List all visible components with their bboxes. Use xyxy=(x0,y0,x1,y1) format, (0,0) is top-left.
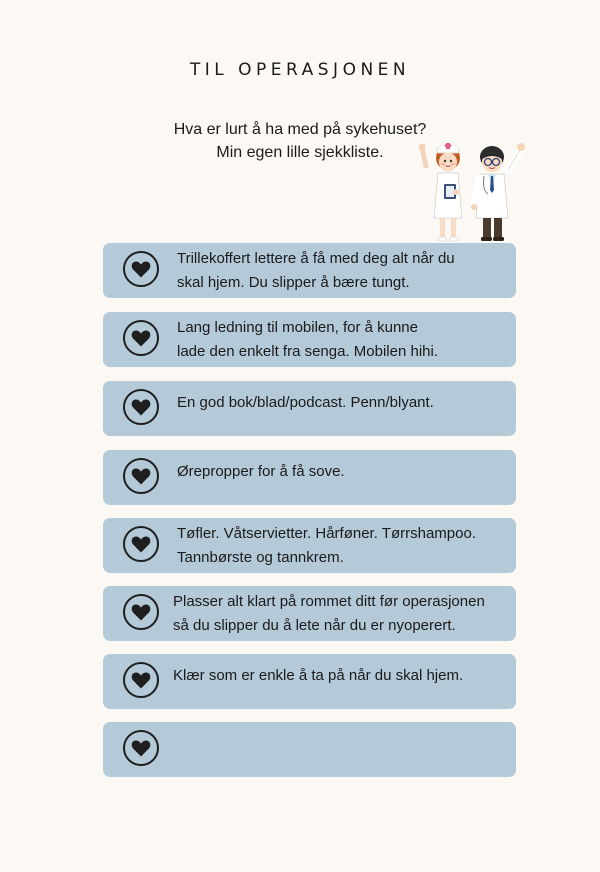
heart-icon xyxy=(123,320,159,356)
doctor-figure xyxy=(471,143,525,241)
doctor-and-nurse-icon xyxy=(418,136,528,248)
page-title: TIL OPERASJONEN xyxy=(189,60,411,80)
heart-icon xyxy=(123,662,159,698)
checklist-item-text: Ørepropper for å få sove. xyxy=(177,463,345,480)
heart-icon xyxy=(123,526,159,562)
intro-line-1: Hva er lurt å ha med på sykehuset? xyxy=(173,121,427,138)
checklist-item-text: Trillekoffert lettere å få med deg alt når du skal hjem. Du slipper å bære tungt. xyxy=(177,250,455,291)
checklist-item xyxy=(103,450,516,505)
checklist-item xyxy=(103,243,516,298)
heart-icon xyxy=(123,458,159,494)
heart-icon xyxy=(123,730,159,766)
checklist-item xyxy=(103,312,516,367)
heart-icon xyxy=(123,251,159,287)
heart-icon xyxy=(123,594,159,630)
checklist-item xyxy=(103,381,516,436)
checklist-item-text: Tøfler. Våtservietter. Hårføner. Tørrshampoo. Tannbørste og tannkrem. xyxy=(177,525,476,566)
nurse-figure xyxy=(419,143,463,241)
checklist-item-text: Lang ledning til mobilen, for å kunne lade den enkelt fra senga. Mobilen hihi. xyxy=(177,319,439,360)
checklist-item-text: Plasser alt klart på rommet ditt før operasjonen så du slipper du å lete når du er nyoperert. xyxy=(173,593,485,634)
checklist-item xyxy=(103,654,516,709)
intro-text xyxy=(150,118,450,164)
intro-line-2: Min egen lille sjekkliste. xyxy=(216,144,384,161)
checklist-item-text: En god bok/blad/podcast. Penn/blyant. xyxy=(177,394,434,411)
checklist-item xyxy=(103,586,516,641)
checklist-item xyxy=(103,518,516,573)
checklist-item-text: Klær som er enkle å ta på når du skal hjem. xyxy=(173,667,464,684)
heart-icon xyxy=(123,389,159,425)
checklist-item xyxy=(103,722,516,777)
